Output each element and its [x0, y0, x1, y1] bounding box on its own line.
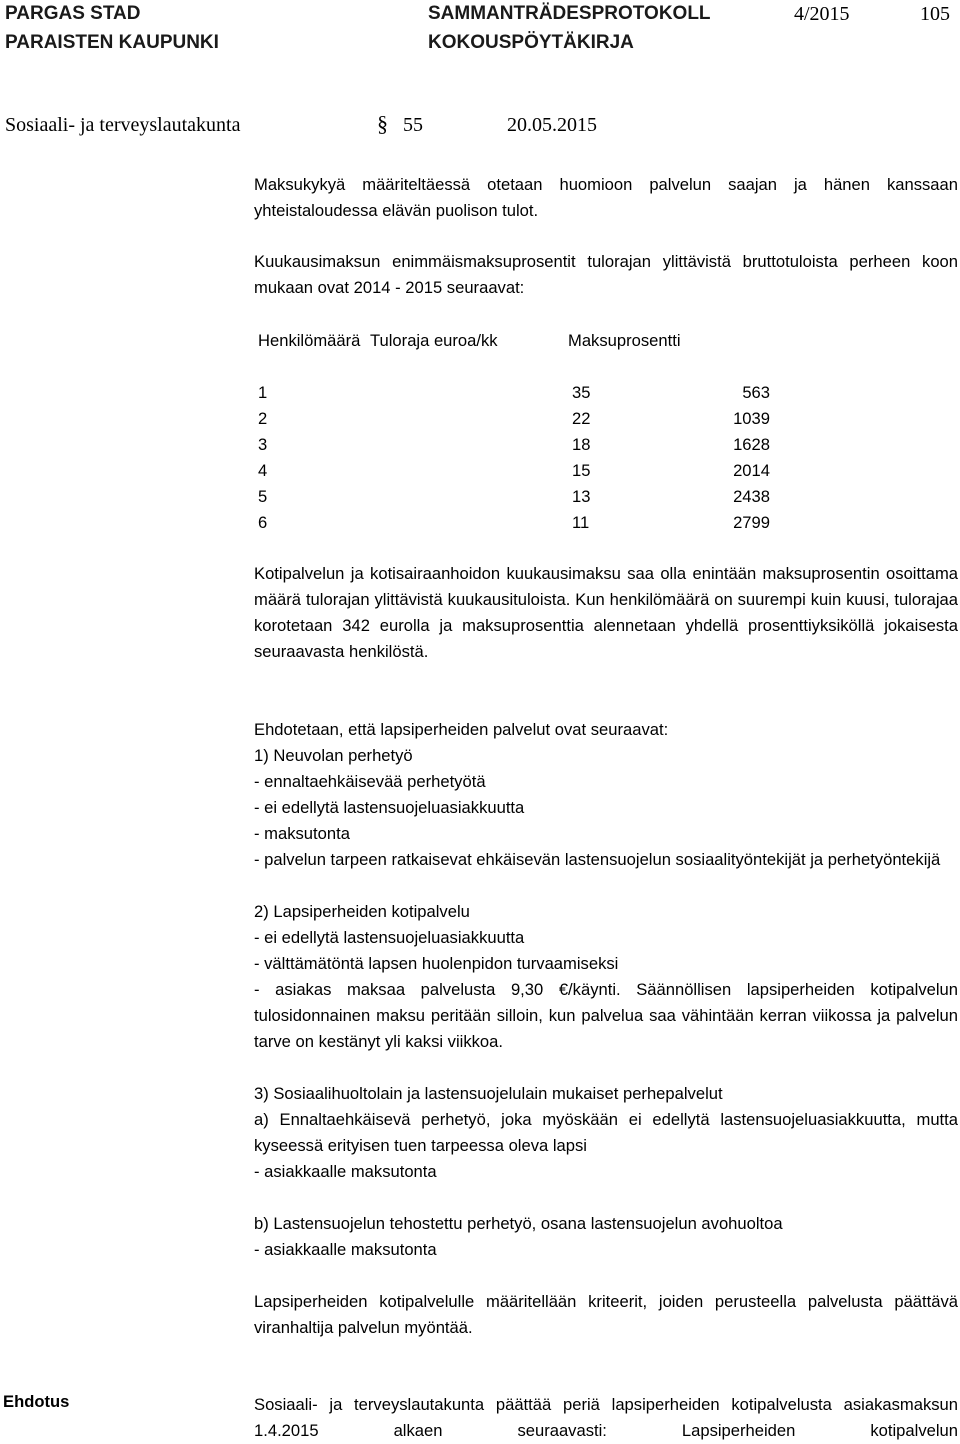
- cell-income-limit: 1628: [733, 435, 770, 454]
- cell-fee-percent: 35: [572, 383, 591, 402]
- list-item: - asiakkaalle maksutonta: [254, 1240, 437, 1259]
- cell-income-limit: 1039: [733, 409, 770, 428]
- cell-income-limit: 563: [742, 383, 770, 402]
- paragraph-home-care-fee: Kotipalvelun ja kotisairaanhoidon kuukausimaksu saa olla enintään maksuprosentin osoittama määrä tulorajan ylittävistä kuukausituloista. Kun henkilömäärä on suurempi kuin kuusi, tulorajaa korotetaan 342 eurolla ja maksuprosenttia alennetaan yhdellä prosenttiyksiköllä jokaisesta seuraavasta henkilöstä.: [254, 564, 958, 661]
- org-name-secondary: PARAISTEN KAUPUNKI: [5, 32, 219, 53]
- cell-persons: 3: [258, 435, 268, 454]
- doc-type-primary: SAMMANTRÄDESPROTOKOLL: [428, 3, 711, 24]
- ehdotus-text: Sosiaali- ja terveyslautakunta päättää periä lapsiperheiden kotipalvelusta asiakasmaksun 1.4.2015 alkaen seuraavasti: Lapsiperheiden kotipalvelun: [254, 1395, 958, 1440]
- list-item: - välttämätöntä lapsen huolenpidon turvaamiseksi: [254, 954, 619, 973]
- cell-persons: 1: [258, 383, 268, 402]
- cell-persons: 6: [258, 513, 268, 532]
- table-header-income-limit: Tuloraja euroa/kk: [370, 331, 498, 350]
- committee-name: Sosiaali- ja terveyslautakunta: [5, 114, 241, 136]
- cell-fee-percent: 22: [572, 409, 591, 428]
- paragraph-ability-to-pay: Maksukykyä määriteltäessä otetaan huomioon palvelun saajan ja hänen kanssaan yhteistaloudessa elävän puolison tulot.: [254, 175, 958, 220]
- doc-type-secondary: KOKOUSPÖYTÄKIRJA: [428, 32, 634, 53]
- cell-income-limit: 2799: [733, 513, 770, 532]
- ehdotus-label: Ehdotus: [3, 1392, 70, 1411]
- section-1-title: 1) Neuvolan perhetyö: [254, 746, 413, 765]
- paragraph-max-fee-percent: Kuukausimaksun enimmäismaksuprosentit tulorajan ylittävistä bruttotuloista perheen koon mukaan ovat 2014 - 2015 seuraavat:: [254, 252, 958, 297]
- table-row: [258, 432, 770, 458]
- cell-fee-percent: 15: [572, 461, 591, 480]
- table-row: [258, 406, 770, 432]
- fee-table-body: [258, 380, 770, 536]
- list-item: - ei edellytä lastensuojeluasiakkuutta: [254, 798, 525, 817]
- cell-persons: 4: [258, 461, 268, 480]
- section-icon: §: [377, 111, 388, 136]
- cell-fee-percent: 11: [572, 513, 590, 532]
- table-header-row: [258, 328, 681, 354]
- table-row: [258, 458, 770, 484]
- proposal-section: [254, 717, 958, 1341]
- section-3-title: 3) Sosiaalihuoltolain ja lastensuojelulain mukaiset perhepalvelut: [254, 1084, 723, 1103]
- protocol-issue: 4/2015: [794, 3, 850, 25]
- section-3b-text: b) Lastensuojelun tehostettu perhetyö, osana lastensuojelun avohuoltoa: [254, 1214, 783, 1233]
- table-header-persons: Henkilömäärä: [258, 331, 361, 350]
- list-item: - maksutonta: [254, 824, 350, 843]
- table-row: [258, 510, 770, 536]
- cell-income-limit: 2438: [733, 487, 770, 506]
- cell-fee-percent: 18: [572, 435, 591, 454]
- list-item: - asiakkaalle maksutonta: [254, 1162, 437, 1181]
- section-2-title: 2) Lapsiperheiden kotipalvelu: [254, 902, 470, 921]
- section-3a-text: a) Ennaltaehkäisevä perhetyö, joka myöskään ei edellytä lastensuojeluasiakkuutta, mutta kyseessä erityisen tuen tarpeessa oleva lapsi: [254, 1110, 958, 1155]
- table-row: [258, 380, 770, 406]
- closing-paragraph: Lapsiperheiden kotipalvelulle määritellään kriteerit, joiden perusteella palvelusta päättävä viranhaltija palvelun myöntää.: [254, 1292, 958, 1337]
- cell-persons: 2: [258, 409, 268, 428]
- section-number: 55: [403, 114, 423, 136]
- list-item: - palvelun tarpeen ratkaisevat ehkäisevän lastensuojelun sosiaalityöntekijät ja perhetyöntekijä: [254, 850, 941, 869]
- org-name-primary: PARGAS STAD: [5, 3, 141, 24]
- cell-income-limit: 2014: [733, 461, 770, 480]
- proposal-intro: Ehdotetaan, että lapsiperheiden palvelut ovat seuraavat:: [254, 720, 669, 739]
- list-item: - ennaltaehkäisevää perhetyötä: [254, 772, 486, 791]
- fee-table: [258, 328, 681, 380]
- table-header-fee-percent: Maksuprosentti: [568, 331, 681, 350]
- page-number: 105: [920, 3, 950, 25]
- table-row: [258, 484, 770, 510]
- cell-persons: 5: [258, 487, 268, 506]
- meeting-date: 20.05.2015: [507, 114, 597, 136]
- list-item: - ei edellytä lastensuojeluasiakkuutta: [254, 928, 525, 947]
- list-item: - asiakas maksaa palvelusta 9,30 €/käynti. Säännöllisen lapsiperheiden kotipalvelun tulosidonnainen maksu peritään silloin, kun palvelua saa vähintään kerran viikossa ja palvelun tarve on kestänyt yli kaksi viikkoa.: [254, 980, 958, 1051]
- cell-fee-percent: 13: [572, 487, 591, 506]
